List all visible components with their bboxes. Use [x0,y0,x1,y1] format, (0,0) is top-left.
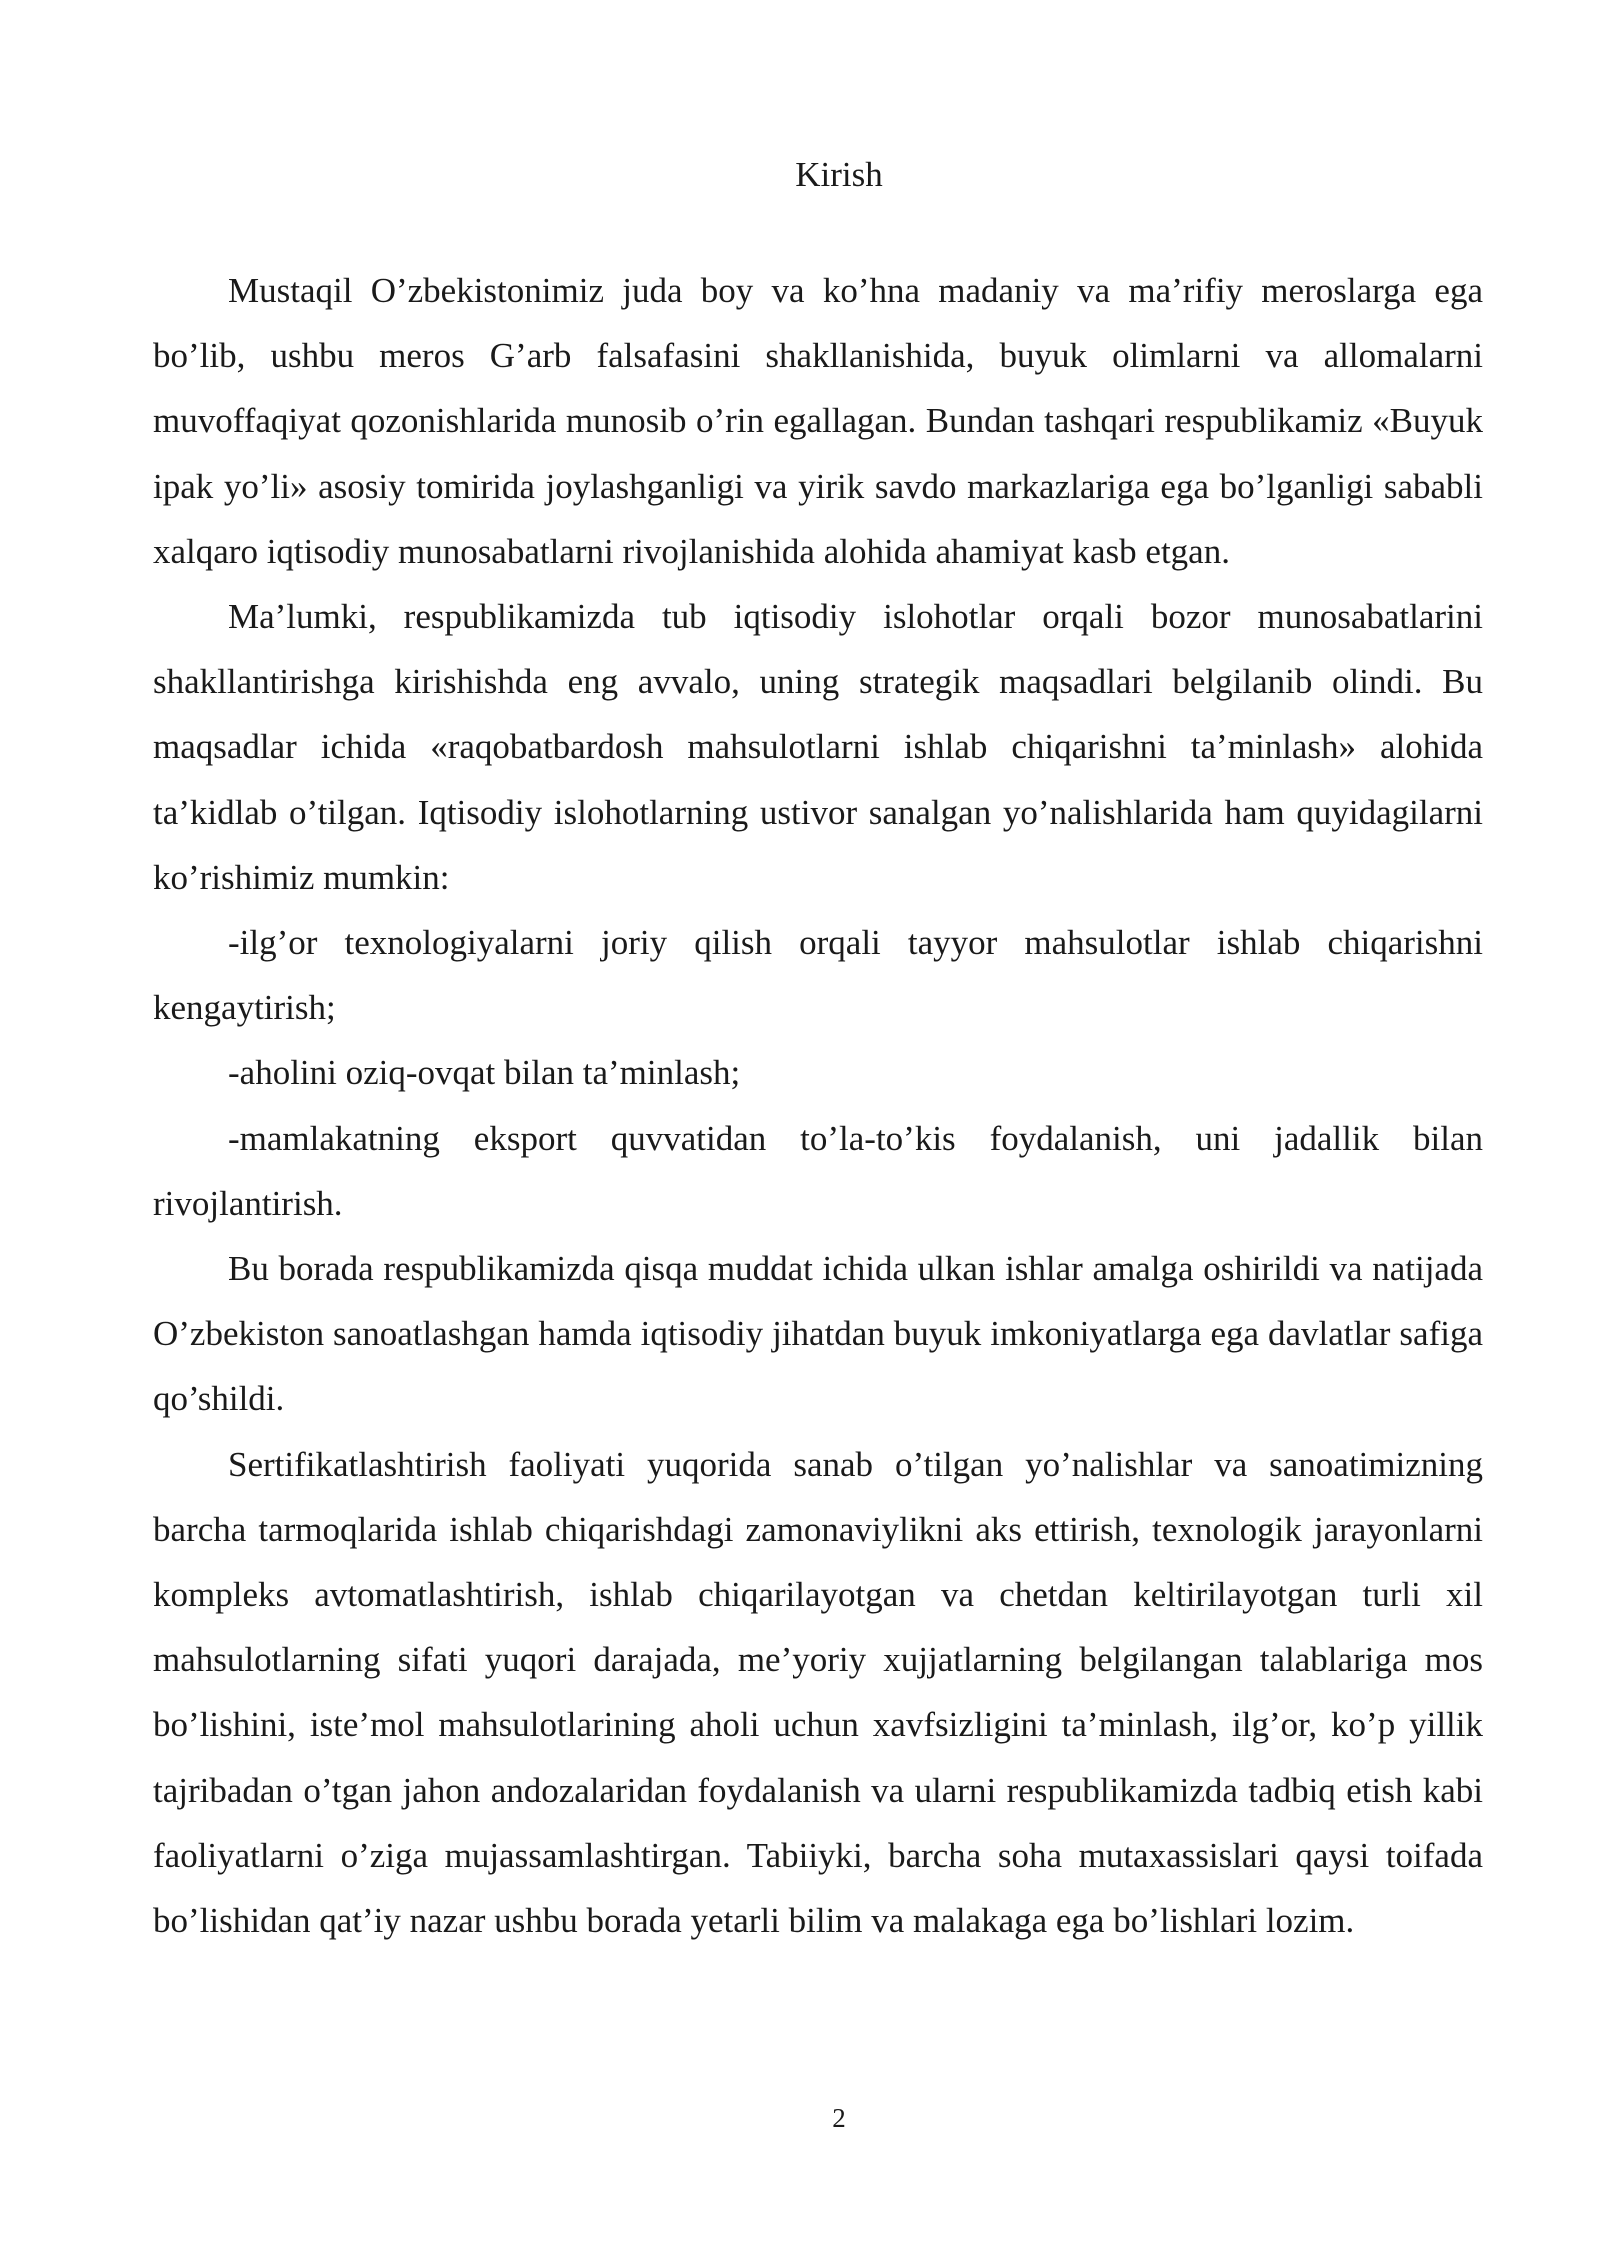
list-item-technologies: -ilg’or texnologiyalarni joriy qilish orqali tayyor mahsulotlar ishlab chiqarishni kengaytirish; [153,923,1483,1028]
paragraph-reforms: Ma’lumki, respublikamizda tub iqtisodiy islohotlar orqali bozor munosabatlarini shakllantirishga kirishishda eng avvalo, uning strategik maqsadlari belgilanib olindi. Bu maqsadlar ichida «raqobatbardosh mahsulotlarni ishlab chiqarishni ta’minlash» alohida ta’kidlab o’tilgan. Iqtisodiy islohotlarning ustivor sanalgan yo’nalishlarida ham quyidagilarni ko’rishimiz mumkin: [153,597,1483,897]
page-title: Kirish [795,155,883,194]
paragraph-results: Bu borada respublikamizda qisqa muddat ichida ulkan ishlar amalga oshirildi va natijada O’zbekiston sanoatlashgan hamda iqtisodiy jihatdan buyuk imkoniyatlarga ega davlatlar safiga qo’shildi. [153,1249,1483,1419]
page-number: 2 [832,2103,846,2133]
body-text [153,258,1483,1953]
list-item-export: -mamlakatning eksport quvvatidan to’la-to’kis foydalanish, uni jadallik bilan rivojlantirish. [153,1118,1483,1223]
paragraph-intro: Mustaqil O’zbekistonimiz juda boy va ko’hna madaniy va ma’rifiy meroslarga ega bo’lib, ushbu meros G’arb falsafasini shakllanishida, buyuk olimlarni va allomalarni muvoffaqiyat qozonishlarida munosib o’rin egallagan. Bundan tashqari respublikamiz «Buyuk ipak yo’li» asosiy tomirida joylashganligi va yirik savdo markazlariga ega bo’lganligi sababli xalqaro iqtisodiy munosabatlarni rivojlanishida alohida ahamiyat kasb etgan. [153,271,1483,571]
list-item-food-supply: -aholini oziq-ovqat bilan ta’minlash; [228,1053,741,1093]
paragraph-certification: Sertifikatlashtirish faoliyati yuqorida sanab o’tilgan yo’nalishlar va sanoatimizning barcha tarmoqlarida ishlab chiqarishdagi zamonaviylikni aks ettirish, texnologik jarayonlarni kompleks avtomatlashtirish, ishlab chiqarilayotgan va chetdan keltirilayotgan turli xil mahsulotlarning sifati yuqori darajada, me’yoriy xujjatlarning belgilangan talablariga mos bo’lishini, iste’mol mahsulotlarining aholi uchun xavfsizligini ta’minlash, ilg’or, ko’p yillik tajribadan o’tgan jahon andozalaridan foydalanish va ularni respublikamizda tadbiq etish kabi faoliyatlarni o’ziga mujassamlashtirgan. Tabiiyki, barcha soha mutaxassislari qaysi toifada bo’lishidan qat’iy nazar ushbu borada yetarli bilim va malakaga ega bo’lishlari lozim. [153,1444,1483,1941]
